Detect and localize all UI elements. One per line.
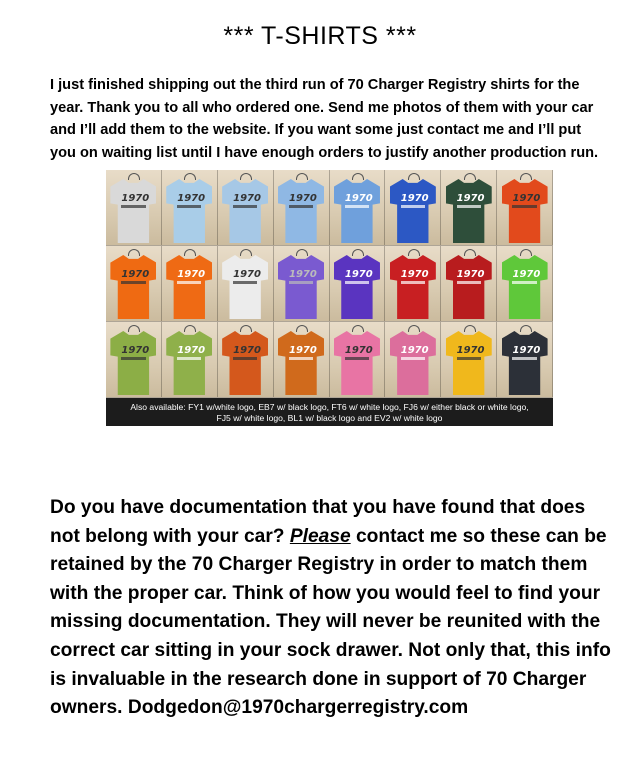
tshirt-body	[278, 331, 324, 395]
shirt-logo: 1970	[177, 193, 206, 204]
tshirt-body	[334, 255, 380, 319]
shirt-logo: 1970	[233, 193, 261, 204]
tshirt-body	[278, 255, 324, 319]
caption-line-2: FJ5 w/ white logo, BL1 w/ black logo and EV2 w/ white logo	[216, 413, 443, 423]
shirt-logo: 1970	[456, 345, 485, 356]
tshirt-photo	[441, 170, 497, 246]
shirt-logo-bar	[233, 205, 257, 208]
shirt-logo-bar	[345, 205, 369, 208]
tshirt-body	[222, 179, 268, 243]
tshirt-body	[446, 331, 492, 395]
tshirt-body	[278, 179, 324, 243]
hanger-icon	[464, 249, 476, 256]
shirt-logo: 1970	[344, 269, 373, 280]
shirt-logo: 1970	[400, 269, 429, 280]
shirt-logo: 1970	[344, 193, 373, 204]
documentation-request-paragraph	[50, 494, 620, 723]
shirt-grid	[106, 170, 553, 398]
tshirt-body	[446, 255, 492, 319]
shirt-logo-bar	[233, 281, 257, 284]
tshirt-body	[222, 255, 268, 319]
tshirt-body	[222, 331, 268, 395]
tshirt-body	[334, 179, 380, 243]
documentation-text-part-2: contact me so these can be retained by the 70 Charger Registry in order to match them with the proper car. Think of how you would feel to find your missing documentation. They will never be reunited with the correct car sitting in your sock drawer. Not only that, this info is invaluable in the research done in support of 70 Charger owners. Dodgedon@1970chargerregistry.com	[50, 525, 611, 719]
hanger-icon	[296, 325, 308, 332]
tshirt-photo	[330, 246, 386, 322]
shirt-logo: 1970	[288, 269, 317, 280]
shirt-logo: 1970	[177, 345, 206, 356]
tshirt-body	[166, 331, 212, 395]
shirt-logo-bar	[177, 205, 201, 208]
tshirt-collage-photo	[106, 170, 553, 426]
shirt-logo: 1970	[400, 193, 429, 204]
hanger-icon	[296, 173, 308, 180]
hanger-icon	[408, 173, 420, 180]
tshirt-body	[110, 179, 156, 243]
shirt-logo-bar	[289, 205, 313, 208]
hanger-icon	[520, 173, 532, 180]
tshirt-photo	[218, 246, 274, 322]
tshirt-photo	[497, 170, 553, 246]
tshirt-body	[502, 179, 548, 243]
tshirt-body	[502, 255, 548, 319]
hanger-icon	[240, 173, 252, 180]
page-title: *** T-SHIRTS ***	[223, 22, 417, 50]
tshirt-photo	[162, 170, 218, 246]
hanger-icon	[128, 249, 140, 256]
shirt-logo-bar	[289, 281, 313, 284]
shirt-logo-bar	[289, 357, 313, 360]
hanger-icon	[184, 325, 196, 332]
shirt-logo-bar	[457, 205, 481, 208]
hanger-icon	[352, 173, 364, 180]
tshirt-photo	[106, 322, 162, 398]
tshirt-body	[390, 331, 436, 395]
shirt-logo-bar	[457, 357, 481, 360]
tshirt-photo	[385, 322, 441, 398]
hanger-icon	[128, 325, 140, 332]
shirt-logo-bar	[457, 281, 481, 284]
tshirt-body	[166, 179, 212, 243]
shirt-logo-bar	[121, 281, 145, 284]
tshirt-photo	[441, 246, 497, 322]
shirt-logo-bar	[512, 357, 536, 360]
hanger-icon	[464, 325, 476, 332]
tshirt-photo	[385, 246, 441, 322]
tshirt-photo	[106, 170, 162, 246]
tshirt-body	[110, 331, 156, 395]
hanger-icon	[352, 325, 364, 332]
tshirt-photo	[274, 246, 330, 322]
tshirt-body	[110, 255, 156, 319]
tshirt-body	[390, 179, 436, 243]
tshirt-photo	[330, 322, 386, 398]
tshirt-body	[446, 179, 492, 243]
hanger-icon	[184, 249, 196, 256]
hanger-icon	[128, 173, 140, 180]
hanger-icon	[520, 249, 532, 256]
hanger-icon	[184, 173, 196, 180]
tshirt-photo	[106, 246, 162, 322]
tshirt-body	[166, 255, 212, 319]
shirt-logo: 1970	[233, 345, 261, 356]
tshirt-body	[390, 255, 436, 319]
tshirt-photo	[218, 322, 274, 398]
tshirt-photo	[497, 322, 553, 398]
shirt-logo-bar	[177, 357, 201, 360]
hanger-icon	[240, 249, 252, 256]
shirt-logo-bar	[177, 281, 201, 284]
shirt-logo: 1970	[456, 269, 485, 280]
hanger-icon	[408, 249, 420, 256]
tshirt-body	[502, 331, 548, 395]
tshirt-photo	[441, 322, 497, 398]
tshirt-body	[334, 331, 380, 395]
shirt-logo-bar	[401, 281, 425, 284]
shirt-logo: 1970	[121, 269, 150, 280]
shirt-logo: 1970	[288, 345, 317, 356]
shirt-logo-bar	[121, 357, 145, 360]
tshirt-photo	[218, 170, 274, 246]
tshirt-photo	[162, 322, 218, 398]
shirt-logo: 1970	[121, 345, 150, 356]
hanger-icon	[352, 249, 364, 256]
photo-caption	[106, 402, 553, 424]
please-emphasis: Please	[289, 525, 351, 547]
caption-line-1: Also available: FY1 w/white logo, EB7 w/ black logo, FT6 w/ white logo, FJ6 w/ either black or white logo,	[130, 402, 529, 412]
shirt-logo-bar	[401, 205, 425, 208]
shirt-logo-bar	[121, 205, 145, 208]
tshirt-photo	[274, 170, 330, 246]
tshirt-photo	[497, 246, 553, 322]
shirt-logo: 1970	[456, 193, 485, 204]
shirt-logo: 1970	[512, 193, 541, 204]
shirt-logo-bar	[345, 357, 369, 360]
shirt-logo: 1970	[177, 269, 206, 280]
tshirt-photo	[162, 246, 218, 322]
hanger-icon	[296, 249, 308, 256]
tshirt-photo	[385, 170, 441, 246]
shirt-logo-bar	[401, 357, 425, 360]
tshirt-announcement-paragraph: I just finished shipping out the third run of 70 Charger Registry shirts for the year. Thank you to all who ordered one. Send me photos of them with your car and I’ll add them to the website. If you want some just contact me and I’ll put you on waiting list until I have enough orders to justify another production run.	[50, 77, 599, 161]
tshirt-photo	[330, 170, 386, 246]
shirt-logo: 1970	[233, 269, 261, 280]
shirt-logo: 1970	[344, 345, 373, 356]
hanger-icon	[408, 325, 420, 332]
shirt-logo-bar	[233, 357, 257, 360]
shirt-logo-bar	[345, 281, 369, 284]
shirt-logo: 1970	[400, 345, 429, 356]
shirt-logo: 1970	[512, 269, 541, 280]
shirt-logo: 1970	[512, 345, 541, 356]
shirt-logo-bar	[512, 281, 536, 284]
hanger-icon	[240, 325, 252, 332]
tshirt-photo	[274, 322, 330, 398]
shirt-logo: 1970	[288, 193, 317, 204]
shirt-logo: 1970	[121, 193, 150, 204]
hanger-icon	[464, 173, 476, 180]
documentation-text-part-1: Do you have documentation that you have found that does not belong with your car?	[50, 497, 586, 547]
shirt-logo-bar	[512, 205, 536, 208]
hanger-icon	[520, 325, 532, 332]
